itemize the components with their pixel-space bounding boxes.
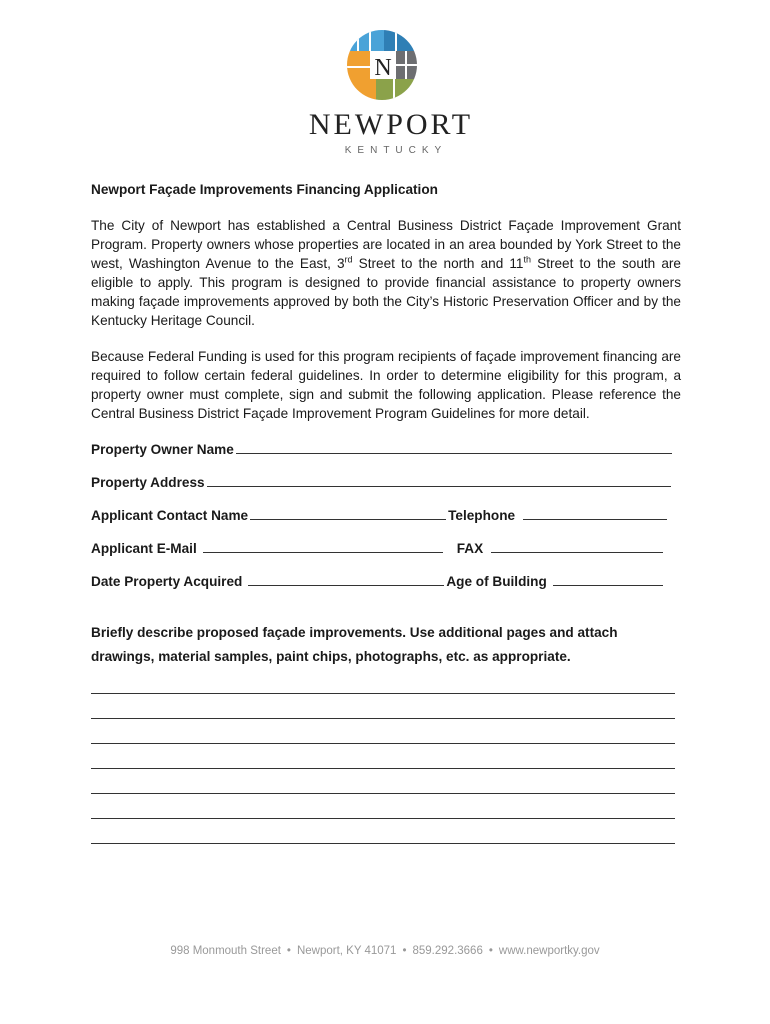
address-field[interactable] — [207, 473, 671, 487]
footer-separator: • — [286, 945, 291, 957]
age-label: Age of Building — [446, 574, 547, 589]
write-line[interactable] — [91, 719, 675, 744]
describe-line-2: drawings, material samples, paint chips, photographs, etc. as appropriate. — [91, 649, 571, 664]
owner-name-label: Property Owner Name — [91, 442, 234, 457]
date-acquired-field[interactable] — [248, 572, 444, 586]
address-label: Property Address — [91, 475, 205, 490]
intro-paragraph-2: Because Federal Funding is used for this program recipients of façade improvement financing are required to follow certain federal guidelines. In order to determine eligibility for this program, a property owner must complete, sign and submit the following application. Please reference the Central Business District Façade Improvement Program Guidelines for more detail. — [91, 349, 681, 421]
logo-letter: N — [374, 55, 392, 81]
write-line[interactable] — [91, 794, 675, 819]
footer-city: Newport, KY 41071 — [296, 945, 397, 957]
owner-name-field[interactable] — [236, 440, 672, 454]
describe-instructions — [91, 621, 681, 669]
footer-separator: • — [402, 945, 407, 957]
brand-subtitle: KENTUCKY — [344, 145, 448, 156]
write-line[interactable] — [91, 744, 675, 769]
email-row — [91, 539, 681, 558]
address-row — [91, 473, 681, 492]
fax-label: FAX — [456, 541, 484, 556]
document-body — [91, 180, 681, 844]
age-field[interactable] — [553, 572, 663, 586]
contact-row — [91, 506, 681, 525]
footer-web: www.newportky.gov — [498, 945, 600, 957]
footer-street: 998 Monmouth Street — [170, 945, 281, 957]
describe-line-1: Briefly describe proposed façade improvements. Use additional pages and attach — [91, 625, 618, 640]
fax-field[interactable] — [491, 539, 663, 553]
footer — [0, 945, 770, 957]
footer-separator: • — [488, 945, 493, 957]
write-line[interactable] — [91, 819, 675, 844]
intro-paragraph-1: The City of Newport has established a Central Business District Façade Improvement Grant Program. Property owners whose properties are located in an area bounded by York Street to the west, Washington Avenue to the East, 3rd Street to the north and 11th Street to the south are eligible to apply. This program is designed to provide financial assistance to property owners making façade improvements approved by both the City’s Historic Preservation Officer and by the Kentucky Heritage Council. — [91, 218, 681, 328]
brand-name: NEWPORT — [308, 108, 474, 141]
acquired-row — [91, 572, 681, 591]
footer-phone: 859.292.3666 — [412, 945, 483, 957]
write-line[interactable] — [91, 694, 675, 719]
email-field[interactable] — [203, 539, 443, 553]
newport-logo-icon — [346, 29, 418, 101]
owner-name-row — [91, 440, 681, 459]
date-acquired-label: Date Property Acquired — [91, 574, 243, 589]
write-line[interactable] — [91, 769, 675, 794]
page-title: Newport Façade Improvements Financing Application — [91, 182, 438, 197]
email-label: Applicant E-Mail — [91, 541, 197, 556]
telephone-label: Telephone — [448, 508, 516, 523]
telephone-field[interactable] — [523, 506, 667, 520]
contact-name-field[interactable] — [250, 506, 446, 520]
contact-name-label: Applicant Contact Name — [91, 508, 249, 523]
write-line[interactable] — [91, 669, 675, 694]
description-writing-area[interactable] — [91, 669, 681, 844]
